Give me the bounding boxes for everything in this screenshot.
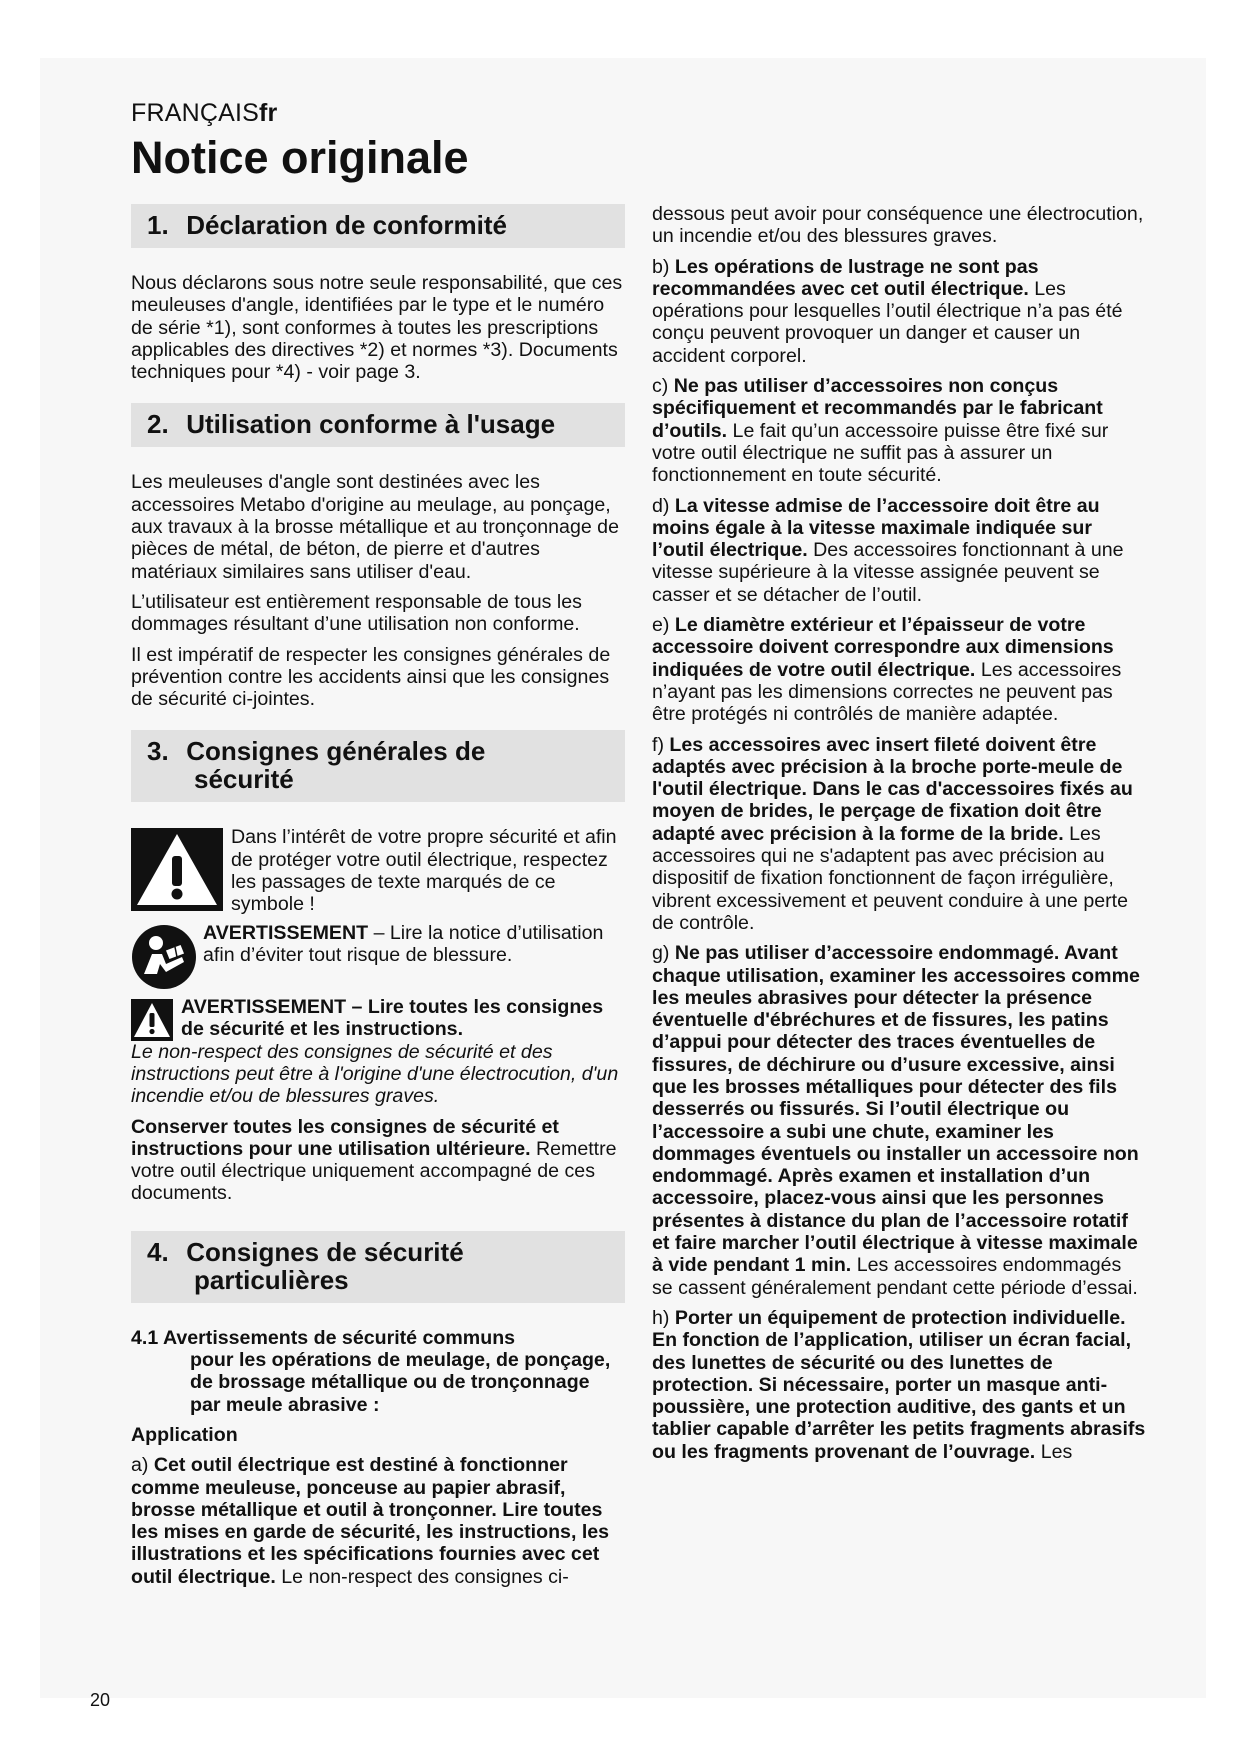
read-manual-row (131, 922, 625, 990)
intended-use-text: Les meuleuses d'angle sont destinées avec les accessoires Metabo d'origine au meulage, au ponçage, aux travaux à la brosse métallique et au tronçonnage de pièces de métal, de béton, de pierre et d'autres matériaux similaires sans utiliser d'eau. (131, 471, 619, 583)
item-h-text: h) Porter un équipement de protection individuelle. En fonction de l’application, utiliser un écran facial, des lunettes de sécurité ou des lunettes de protection. Si nécessaire, porter un masque anti-poussière, une protection auditive, des gants et un tablier capable d’arrêter les petits fragments abrasifs ou les fragments provenant de l’ouvrage. Les (652, 1306, 1146, 1463)
item-d-text: d) La vitesse admise de l’accessoire doit être au moins égale à la vitesse maximale indiquée sur l’outil électrique. Des accessoires fonctionnant à une vitesse supérieure à la vitesse assignée peuvent se casser et se détacher de l’outil. (652, 494, 1124, 606)
item-e-text: e) Le diamètre extérieur et l’épaisseur de votre accessoire doivent correspondre aux dimensions indiquées de votre outil électrique. Les accessoires n’ayant pas les dimensions correctes ne peuvent pas être protégés ni contrôlés de manière adaptée. (652, 614, 1122, 726)
application-label: Application (131, 1423, 238, 1446)
warning-all-text: AVERTISSEMENT – Lire toutes les consignes de sécurité et les instructions. (181, 995, 604, 1040)
item-c-text: c) Ne pas utiliser d’accessoires non conçus spécifiquement et recommandés par le fabricant d’outils. Le fait qu’un accessoire puisse être fixé sur votre outil électrique ne suffit pas à assurer un fonctionnement en toute sécurité. (652, 375, 1109, 487)
declaration-text: Nous déclarons sous notre seule responsabilité, que ces meuleuses d'angle, identifiées par le type et le numéro de série *1), sont conformes à toutes les prescriptions applicables des directives *2) et normes *3). Documents techniques pour *4) - voir page 3. (131, 272, 623, 384)
keep-instructions-text: Conserver toutes les consignes de sécurité et instructions pour une utilisation ultérieure. Remettre votre outil électrique uniquement accompagné de ces documents. (131, 1115, 617, 1205)
subsection-heading-4-1: 4.1 Avertissements de sécurité communs pour les opérations de meulage, de ponçage, de brossage métallique ou de tronçonnage par meule abrasive : (131, 1326, 611, 1416)
warning-triangle-icon (131, 828, 223, 911)
warning-small-icon (131, 999, 173, 1041)
page-title: Notice originale (131, 132, 469, 183)
page-number: 20 (90, 1690, 111, 1710)
section-heading-1: 1. Déclaration de conformité (131, 204, 625, 248)
left-column (131, 204, 625, 1596)
right-column (652, 203, 1146, 1471)
warning-consequences-text: Le non-respect des consignes de sécurité et des instructions peut être à l'origine d'une électrocution, d'un incendie et/ou de blessures graves. (131, 1040, 619, 1108)
safety-rules-text: Il est impératif de respecter les consignes générales de prévention contre les accidents ainsi que les consignes de sécurité ci-jointes. (131, 643, 611, 711)
responsibility-text: L’utilisateur est entièrement responsable de tous les dommages résultant d’une utilisation non conforme. (131, 590, 582, 636)
language-label: FRANÇAISfr (131, 99, 278, 127)
warning-symbol-row (131, 826, 625, 915)
warning-all-row (131, 996, 625, 1041)
item-a-text: a) Cet outil électrique est destiné à fonctionner comme meuleuse, ponceuse au papier abrasif, brosse métallique et outil à tronçonner. Lire toutes les mises en garde de sécurité, les instructions, les illustrations et les spécifications fournies avec cet outil électrique. Le non-respect des consignes ci- (131, 1454, 610, 1588)
read-manual-icon (131, 924, 197, 990)
warning-symbol-text: Dans l’intérêt de votre propre sécurité et afin de protéger votre outil électrique, respectez les passages de texte marqués de ce symbole ! (231, 826, 617, 916)
item-f-text: f) Les accessoires avec insert fileté doivent être adaptés avec précision à la broche porte-meule de l'outil électrique. Dans le cas d'accessoires fixés au moyen de brides, le perçage de fixation doit être adapté avec précision à la forme de la bride. Les accessoires qui ne s'adaptent pas avec précision au dispositif de fixation fonctionnent de façon irrégulière, vibrent excessivement et peuvent conduire à une perte de contrôle. (652, 733, 1133, 934)
item-a-continued: dessous peut avoir pour conséquence une électrocution, un incendie et/ou des blessures graves. (652, 203, 1144, 248)
section-heading-2: 2. Utilisation conforme à l'usage (131, 403, 625, 447)
read-manual-text: AVERTISSEMENT – Lire la notice d’utilisation afin d’éviter tout risque de blessure. (203, 921, 604, 966)
section-heading-4: 4. Consignes de sécurité particulières (131, 1231, 625, 1303)
item-b-text: b) Les opérations de lustrage ne sont pas recommandées avec cet outil électrique. Les opérations pour lesquelles l’outil électrique n’a pas été conçu peuvent provoquer un danger et causer un accident corporel. (652, 255, 1123, 367)
item-g-text: g) Ne pas utiliser d’accessoire endommagé. Avant chaque utilisation, examiner les accessoires comme les meules abrasives pour détecter la présence éventuelle d'ébréchures et de fissures, les patins d’appui pour détecter des traces éventuelles de fissures, de déchirure ou d’usure excessive, ainsi que les brosses métalliques pour détecter des fils desserrés ou fissurés. Si l’outil électrique ou l’accessoire a subi une chute, examiner les dommages éventuels ou installer un accessoire non endommagé. Après examen et installation d’un accessoire, placez-vous ainsi que les personnes présentes à distance du plan de l’accessoire rotatif et faire marcher l’outil électrique à vitesse maximale à vide pendant 1 min. Les accessoires endommagés se cassent généralement pendant cette période d’essai. (652, 942, 1140, 1299)
section-heading-3: 3. Consignes générales de sécurité (131, 730, 625, 802)
